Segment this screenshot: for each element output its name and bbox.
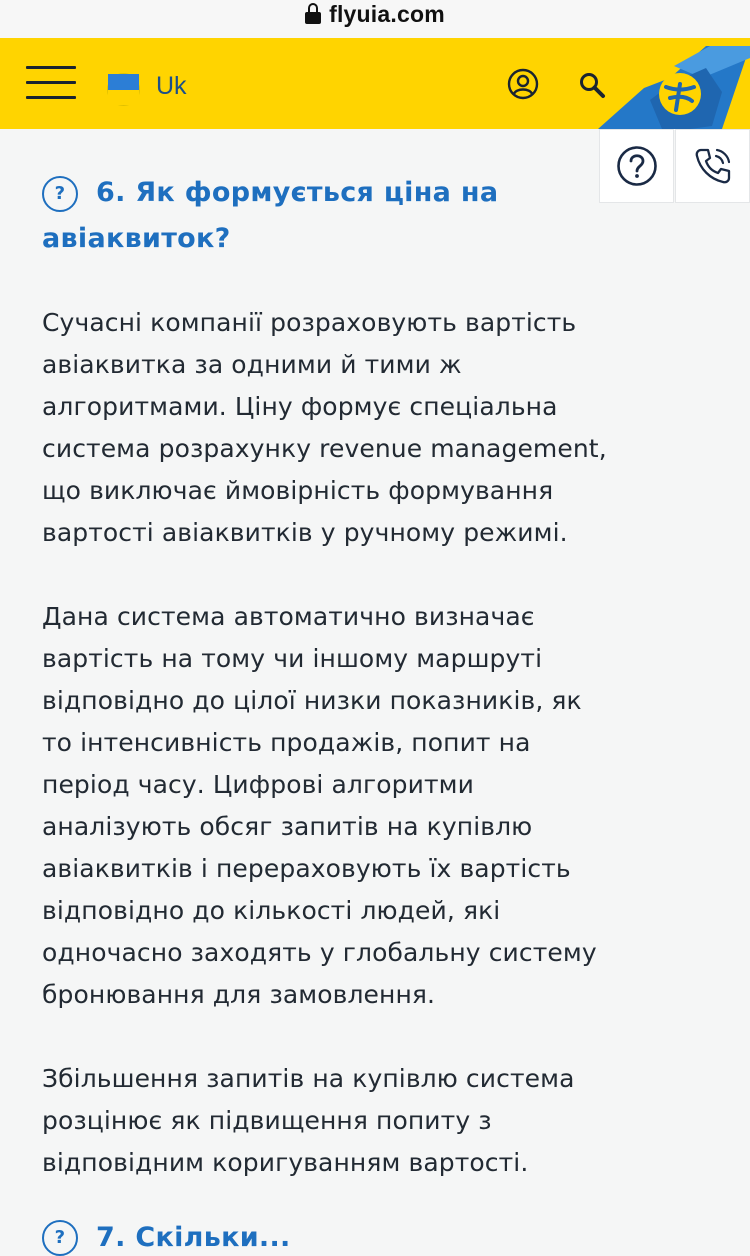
question-circle-icon [616, 145, 658, 187]
answer-paragraph: Сучасні компанії розраховують вартість авіаквитка за одними й тими ж алгоритмами. Ціну формує спеціальна система розрахунку revenue management, що виключає ймовірність формування вартості авіаквитків у ручному режимі. [42, 308, 607, 547]
browser-url-bar[interactable] [0, 0, 750, 38]
answer-paragraph: Дана система автоматично визначає вартість на тому чи іншому маршруті відповідно до цілої низки показників, як то інтенсивність продажів, попит на період часу. Цифрові алгоритми аналізують обсяг запитів на купівлю авіаквитків і перераховують їх вартість відповідно до кількості людей, які одночасно заходять у глобальну систему бронювання для замовлення. [42, 602, 597, 1009]
phone-icon [691, 144, 735, 188]
language-selector[interactable]: Uk [156, 72, 187, 100]
call-button[interactable] [675, 129, 750, 203]
question-title: 6. Як формується ціна на авіаквиток? [42, 177, 499, 254]
question-title: 7. Скільки... [96, 1222, 291, 1253]
faq-question-7[interactable] [42, 1220, 291, 1256]
question-badge-icon: ? [42, 176, 78, 212]
url-domain: flyuia.com [329, 1, 445, 27]
user-account-icon[interactable] [507, 68, 539, 100]
faq-section [42, 170, 612, 1184]
faq-question-6[interactable] [42, 170, 612, 262]
answer-paragraph: Збільшення запитів на купівлю система розцінює як підвищення попиту з відповідним коригуванням вартості. [42, 1064, 575, 1177]
question-badge-icon: ? [42, 1220, 78, 1256]
lock-icon [305, 3, 321, 25]
airline-tail-logo[interactable] [590, 38, 750, 129]
ukraine-flag-icon[interactable] [107, 73, 140, 106]
menu-icon[interactable] [26, 66, 76, 100]
